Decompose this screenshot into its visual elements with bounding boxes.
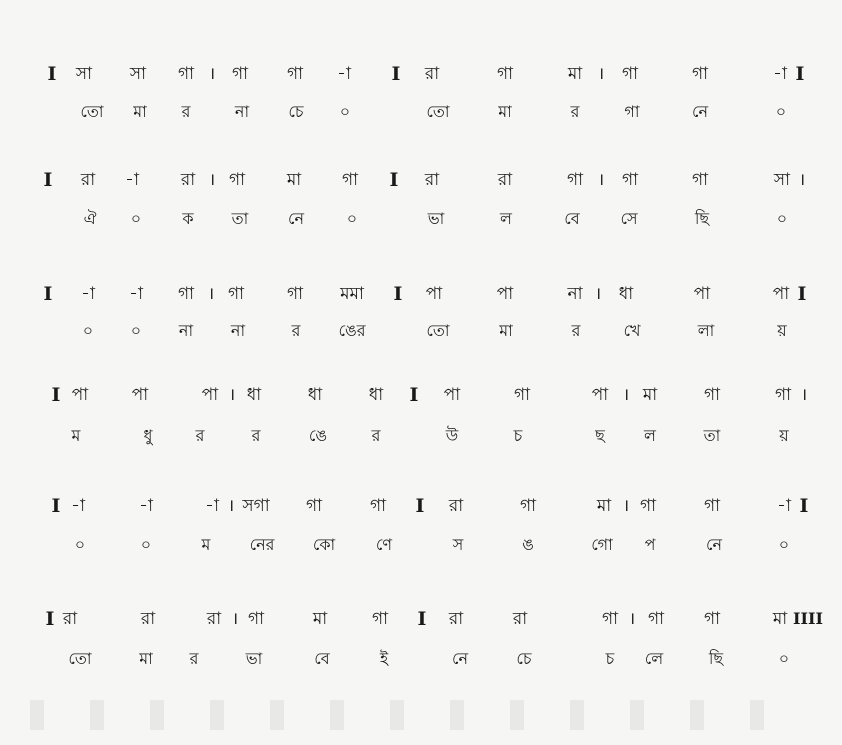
- lyric-syllable: র: [571, 321, 581, 340]
- swara: গা: [369, 496, 387, 516]
- swara: ধা: [618, 284, 634, 304]
- lyric-syllable: তো: [68, 649, 92, 668]
- lyric-syllable: লা: [697, 321, 715, 340]
- bar-line: I: [415, 495, 425, 517]
- lyric-syllable: নে: [705, 535, 723, 554]
- lyric-syllable: চ: [605, 649, 615, 668]
- lyric-syllable: তো: [426, 321, 450, 340]
- lyric-syllable: ০: [775, 102, 787, 121]
- lyric-syllable: র: [181, 102, 191, 121]
- bar-line: I: [389, 169, 399, 191]
- lyric-syllable: র: [371, 426, 381, 445]
- bar-line: I: [51, 495, 61, 517]
- lyric-line-5: [0, 533, 842, 563]
- swara: রা: [180, 170, 196, 190]
- swara: মা: [642, 385, 658, 405]
- bar-line: I: [45, 608, 55, 630]
- lyric-syllable: মা: [139, 649, 153, 668]
- swara: ধা: [368, 385, 384, 405]
- swara: -া: [773, 64, 787, 84]
- note-line-1: [0, 62, 842, 92]
- swara: পা: [591, 385, 609, 405]
- swara: গা: [647, 609, 665, 629]
- swara: গা: [286, 64, 304, 84]
- lyric-syllable: চে: [516, 649, 532, 668]
- lyric-line-1: [0, 100, 842, 130]
- swara: গা: [601, 609, 619, 629]
- lyric-syllable: ঐ: [83, 209, 97, 228]
- swara: মমা: [340, 284, 364, 304]
- beat-divider: ।: [228, 385, 236, 405]
- lyric-syllable: র: [189, 649, 199, 668]
- note-line-2: [0, 168, 842, 198]
- beat-divider: ।: [622, 496, 630, 516]
- lyric-syllable: স: [452, 535, 464, 554]
- lyric-syllable: ম: [71, 426, 81, 445]
- swara: -া: [81, 284, 95, 304]
- swara: রা: [448, 609, 464, 629]
- swara: গা: [371, 609, 389, 629]
- bar-line: I: [47, 63, 57, 85]
- lyric-syllable: ম: [201, 535, 211, 554]
- swara: মা: [567, 64, 583, 84]
- swara: গা: [639, 496, 657, 516]
- swara: রা: [206, 609, 222, 629]
- note-line-3: [0, 282, 842, 312]
- swara: -া: [777, 496, 791, 516]
- swara: রা: [140, 609, 156, 629]
- swara: পা: [425, 284, 443, 304]
- swara: পা: [693, 284, 711, 304]
- swara: পা: [772, 284, 790, 304]
- beat-divider: ।: [800, 385, 808, 405]
- bar-line: I: [391, 63, 401, 85]
- swara: পা: [443, 385, 461, 405]
- bar-line: I: [799, 495, 809, 517]
- lyric-syllable: ক: [182, 209, 194, 228]
- swara: রা: [497, 170, 513, 190]
- lyric-line-6: [0, 647, 842, 677]
- lyric-syllable: তো: [426, 102, 450, 121]
- lyric-line-4: [0, 424, 842, 454]
- faded-bleed-through: [30, 700, 810, 730]
- lyric-line-2: [0, 207, 842, 237]
- lyric-syllable: তা: [231, 209, 249, 228]
- bar-line: I: [51, 384, 61, 406]
- lyric-syllable: নে: [287, 209, 305, 228]
- swara: গা: [513, 385, 531, 405]
- swara: মা: [286, 170, 302, 190]
- swara: মা: [312, 609, 328, 629]
- swara: রা: [424, 64, 440, 84]
- lyric-syllable: না: [230, 321, 246, 340]
- swara: সগা: [242, 496, 270, 516]
- lyric-syllable: ০: [346, 209, 358, 228]
- swara: গা: [703, 609, 721, 629]
- lyric-syllable: র: [195, 426, 205, 445]
- lyric-syllable: র: [251, 426, 261, 445]
- beat-divider: ।: [622, 385, 630, 405]
- lyric-syllable: মা: [133, 102, 147, 121]
- lyric-syllable: র: [570, 102, 580, 121]
- lyric-syllable: নে: [691, 102, 709, 121]
- bar-line: I: [795, 63, 805, 85]
- swara: গা: [703, 385, 721, 405]
- swara: রা: [424, 170, 440, 190]
- lyric-syllable: য়: [779, 426, 789, 445]
- swara: গা: [286, 284, 304, 304]
- swara: গা: [247, 609, 265, 629]
- lyric-syllable: ০: [130, 321, 142, 340]
- swara: গা: [341, 170, 359, 190]
- lyric-syllable: কো: [312, 535, 336, 554]
- swara: মা: [596, 496, 612, 516]
- swara: গা: [305, 496, 323, 516]
- lyric-syllable: খে: [623, 321, 641, 340]
- lyric-syllable: ছি: [694, 209, 710, 228]
- bar-line: I: [409, 384, 419, 406]
- lyric-syllable: ছ: [595, 426, 605, 445]
- beat-divider: ।: [594, 284, 602, 304]
- end-bar-line: IIII: [793, 609, 823, 628]
- lyric-syllable: ই: [379, 649, 389, 668]
- lyric-line-3: [0, 319, 842, 349]
- swara: গা: [691, 64, 709, 84]
- swara: রা: [448, 496, 464, 516]
- lyric-syllable: মা: [498, 102, 512, 121]
- swara: পা: [71, 385, 89, 405]
- lyric-syllable: ০: [776, 209, 788, 228]
- lyric-syllable: ০: [778, 649, 790, 668]
- swara: সা: [129, 64, 147, 84]
- lyric-syllable: ঙের: [338, 321, 366, 340]
- note-line-4: [0, 383, 842, 413]
- lyric-syllable: তা: [703, 426, 721, 445]
- lyric-syllable: ল: [500, 209, 512, 228]
- lyric-syllable: ছি: [708, 649, 724, 668]
- lyric-syllable: বে: [564, 209, 580, 228]
- swara: গা: [228, 170, 246, 190]
- beat-divider: ।: [597, 64, 605, 84]
- lyric-syllable: ধু: [143, 426, 153, 445]
- lyric-syllable: ০: [778, 535, 790, 554]
- swara: গা: [177, 284, 195, 304]
- swara: গা: [621, 64, 639, 84]
- swara: গা: [519, 496, 537, 516]
- beat-divider: ।: [227, 496, 235, 516]
- lyric-syllable: বে: [314, 649, 330, 668]
- note-line-6: [0, 607, 842, 637]
- swara: গা: [496, 64, 514, 84]
- lyric-syllable: গো: [591, 535, 613, 554]
- swara: গা: [703, 496, 721, 516]
- lyric-syllable: চে: [288, 102, 304, 121]
- lyric-syllable: মা: [499, 321, 513, 340]
- lyric-syllable: নে: [451, 649, 469, 668]
- swara: -া: [139, 496, 153, 516]
- lyric-syllable: ০: [82, 321, 94, 340]
- beat-divider: ।: [208, 64, 216, 84]
- swara: গা: [231, 64, 249, 84]
- note-line-5: [0, 494, 842, 524]
- lyric-syllable: ল: [644, 426, 656, 445]
- lyric-syllable: লে: [644, 649, 664, 668]
- lyric-syllable: নের: [249, 535, 275, 554]
- lyric-syllable: ঙে: [308, 426, 328, 445]
- swara: -া: [205, 496, 219, 516]
- swara: পা: [131, 385, 149, 405]
- swara: -া: [125, 170, 139, 190]
- lyric-syllable: সে: [620, 209, 638, 228]
- swara: গা: [774, 385, 792, 405]
- swara: রা: [512, 609, 528, 629]
- swara: না: [567, 284, 583, 304]
- lyric-syllable: না: [234, 102, 250, 121]
- lyric-syllable: ০: [140, 535, 152, 554]
- swara: পা: [496, 284, 514, 304]
- swara: -া: [337, 64, 351, 84]
- bar-line: I: [43, 169, 53, 191]
- beat-divider: ।: [208, 170, 216, 190]
- lyric-syllable: র: [291, 321, 301, 340]
- lyric-syllable: উ: [445, 426, 459, 445]
- swara: ধা: [246, 385, 262, 405]
- swara: গা: [177, 64, 195, 84]
- lyric-syllable: ০: [130, 209, 142, 228]
- swara: গা: [691, 170, 709, 190]
- bar-line: I: [393, 283, 403, 305]
- swara: গা: [227, 284, 245, 304]
- swara: গা: [566, 170, 584, 190]
- swara: -া: [71, 496, 85, 516]
- lyric-syllable: ণে: [375, 535, 393, 554]
- swara: রা: [62, 609, 78, 629]
- beat-divider: ।: [231, 609, 239, 629]
- lyric-syllable: প: [644, 535, 656, 554]
- swara: ধা: [307, 385, 323, 405]
- lyric-syllable: ০: [339, 102, 351, 121]
- swara: সা: [75, 64, 93, 84]
- swara: রা: [80, 170, 96, 190]
- lyric-syllable: না: [178, 321, 194, 340]
- lyric-syllable: গা: [624, 102, 640, 121]
- lyric-syllable: ঙ: [522, 535, 534, 554]
- lyric-syllable: ভা: [245, 649, 263, 668]
- bar-line: I: [797, 283, 807, 305]
- lyric-syllable: ০: [74, 535, 86, 554]
- lyric-syllable: তো: [80, 102, 104, 121]
- bar-line: I: [417, 608, 427, 630]
- beat-divider: ।: [207, 284, 215, 304]
- bar-line: I: [43, 283, 53, 305]
- beat-divider: ।: [798, 170, 806, 190]
- swara: গা: [621, 170, 639, 190]
- swara: -া: [129, 284, 143, 304]
- swara: সা: [773, 170, 791, 190]
- swara: মা: [772, 609, 788, 629]
- lyric-syllable: য়: [777, 321, 787, 340]
- lyric-syllable: চ: [513, 426, 523, 445]
- lyric-syllable: ভা: [427, 209, 445, 228]
- beat-divider: ।: [628, 609, 636, 629]
- swara: পা: [201, 385, 219, 405]
- beat-divider: ।: [597, 170, 605, 190]
